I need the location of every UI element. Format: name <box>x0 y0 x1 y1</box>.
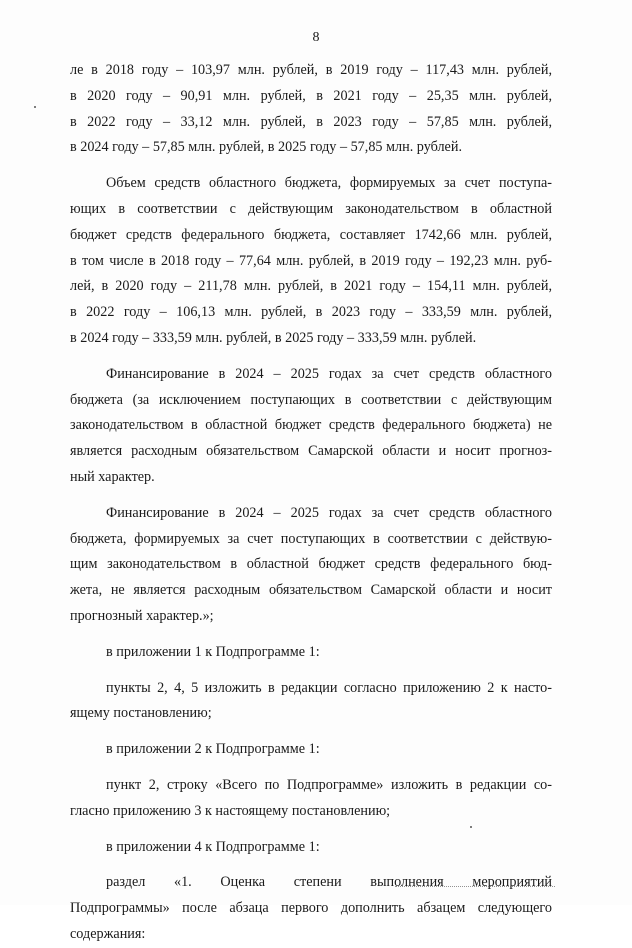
text-line: ющих в соответствии с действующим законодательством в областной <box>70 200 552 217</box>
text-line: в 2022 году – 33,12 млн. рублей, в 2023 году – 57,85 млн. рублей, <box>70 113 552 130</box>
text-line: пункт 2, строку «Всего по Подпрограмме» изложить в редакции со- <box>106 776 552 793</box>
text-line: ный характер. <box>70 468 155 485</box>
text-line: гласно приложению 3 к настоящему постановлению; <box>70 802 391 819</box>
text-line: в 2022 году – 106,13 млн. рублей, в 2023 году – 333,59 млн. рублей, <box>70 304 552 321</box>
text-line: Объем средств областного бюджета, формируемых за счет поступа- <box>106 175 552 192</box>
text-line: бюджет средств федерального бюджета, составляет 1742,66 млн. рублей, <box>70 226 552 243</box>
text-line: в 2020 году – 90,91 млн. рублей, в 2021 году – 25,35 млн. рублей, <box>70 87 552 104</box>
text-line: в 2024 году – 57,85 млн. рублей, в 2025 году – 57,85 млн. рублей. <box>70 139 462 156</box>
text-line: в приложении 2 к Подпрограмме 1: <box>106 741 320 758</box>
scan-artifact-dots <box>395 886 555 891</box>
page-number: 8 <box>312 30 320 45</box>
scan-speck <box>34 106 36 108</box>
text-line: прогнозный характер.»; <box>70 607 214 624</box>
text-line: пункты 2, 4, 5 изложить в редакции согласно приложению 2 к насто- <box>106 679 552 696</box>
text-line: в приложении 4 к Подпрограмме 1: <box>106 838 320 855</box>
text-line: бюджета, формируемых за счет поступающих в соответствии с действую- <box>70 530 552 547</box>
text-line: Подпрограммы» после абзаца первого дополнить абзацем следующего <box>70 900 552 917</box>
text-line: ящему постановлению; <box>70 705 212 722</box>
text-line: лей, в 2020 году – 211,78 млн. рублей, в 2021 году – 154,11 млн. рублей, <box>70 278 552 295</box>
text-line: жета, не является расходным обязательством Самарской области и носит <box>70 582 552 599</box>
text-line: законодательством в областной бюджет средств федерального бюджета) не <box>70 417 552 434</box>
text-line: в том числе в 2018 году – 77,64 млн. рублей, в 2019 году – 192,23 млн. руб- <box>70 252 552 269</box>
scan-speck <box>470 826 472 828</box>
text-line: в 2024 году – 333,59 млн. рублей, в 2025 году – 333,59 млн. рублей. <box>70 329 477 346</box>
text-line: Финансирование в 2024 – 2025 годах за счет средств областного <box>106 504 552 521</box>
document-body <box>70 58 552 948</box>
text-line: Финансирование в 2024 – 2025 годах за счет средств областного <box>106 365 552 382</box>
text-line: является расходным обязательством Самарской области и носит прогноз- <box>70 443 552 460</box>
text-line: в приложении 1 к Подпрограмме 1: <box>106 643 320 660</box>
text-line: щим законодательством в областной бюджет средств федерального бюд- <box>70 556 552 573</box>
text-line: содержания: <box>70 925 146 942</box>
text-line: раздел «1. Оценка степени выполнения мероприятий <box>106 874 552 891</box>
text-line: бюджета (за исключением поступающих в соответствии с действующим <box>70 391 552 408</box>
text-line: ле в 2018 году – 103,97 млн. рублей, в 2019 году – 117,43 млн. рублей, <box>70 62 552 78</box>
